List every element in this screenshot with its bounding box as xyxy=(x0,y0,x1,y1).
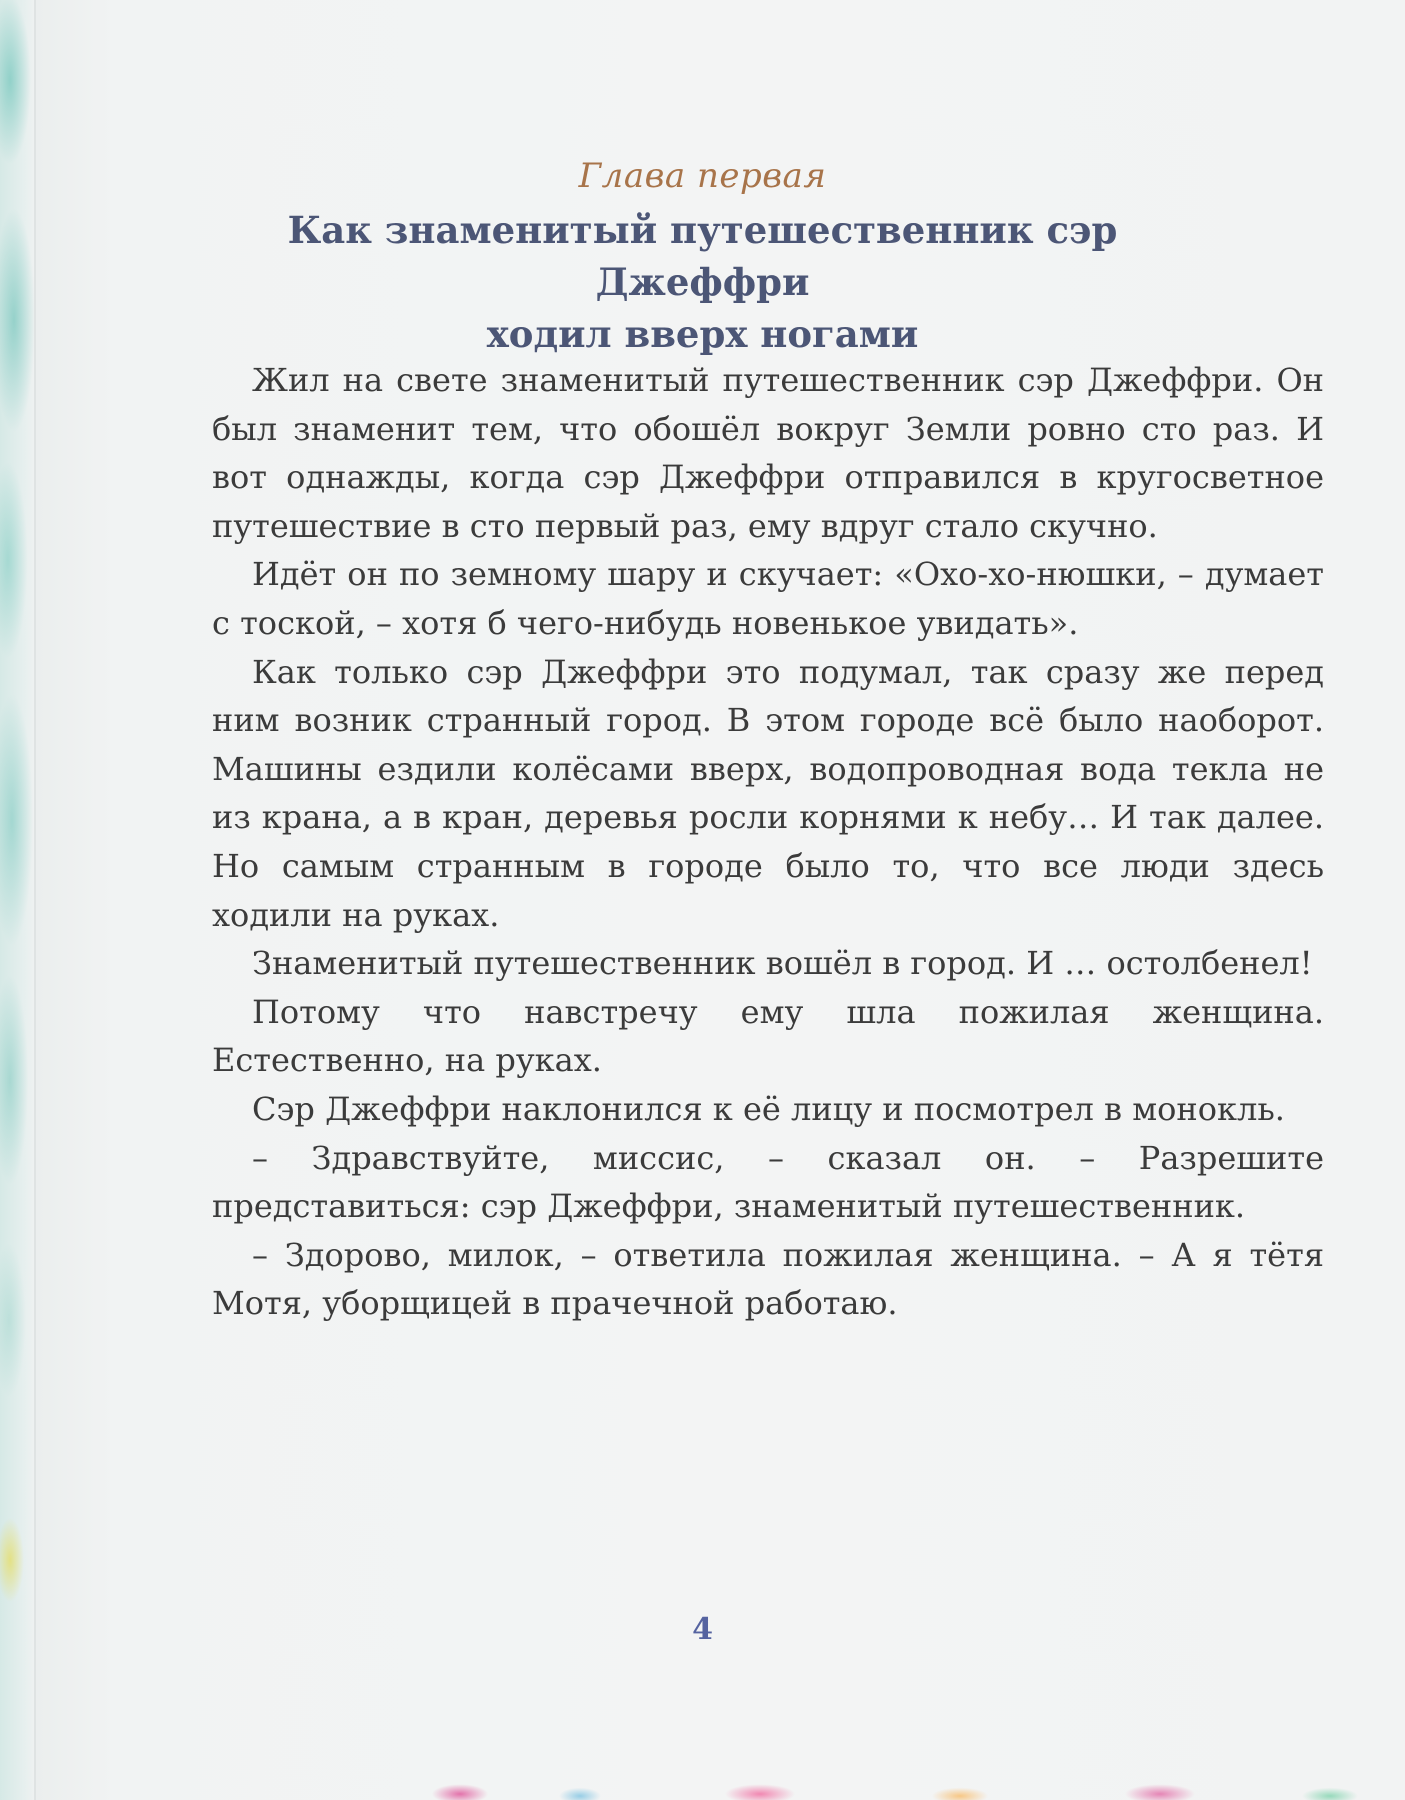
paragraph: Сэр Джеффри наклонился к её лицу и посмотрел в монокль. xyxy=(252,1089,1285,1128)
chapter-title-line-1: Как знаменитый путешественник сэр Джеффри xyxy=(287,208,1118,304)
chapter-text xyxy=(212,356,1324,1328)
paragraph: Потому что навстречу ему шла пожилая женщина. Естественно, на руках. xyxy=(212,992,1324,1080)
paragraph: Как только сэр Джеффри это подумал, так сразу же перед ним возник странный город. В этом городе всё было наоборот. Машины ездили колёсами вверх, водопроводная вода текла не из крана, а в кран, деревья росли корнями к небу… И так далее. Но самым странным в городе было то, что все люди здесь ходили на руках. xyxy=(212,652,1324,934)
page-number: 4 xyxy=(692,1612,713,1647)
paragraph: Знаменитый путешественник вошёл в город. И … остолбенел! xyxy=(252,944,1313,983)
watercolor-bottom-edge xyxy=(400,1772,1405,1800)
paragraph: Жил на свете знаменитый путешественник сэр Джеффри. Он был знаменит тем, что обошёл вокруг Земли ровно сто раз. И вот однажды, когда сэр Джеффри отправился в кругосветное путешествие в сто первый раз, ему вдруг стало скучно. xyxy=(212,361,1324,545)
watercolor-left-edge xyxy=(0,0,34,1800)
chapter-title xyxy=(180,204,1225,360)
chapter-title-line-2: ходил вверх ногами xyxy=(486,312,919,356)
paragraph: – Здорово, милок, – ответила пожилая женщина. – А я тётя Мотя, уборщицей в прачечной работаю. xyxy=(212,1235,1324,1323)
page-edge-line xyxy=(34,0,36,1800)
chapter-label: Глава первая xyxy=(578,156,827,196)
paragraph: Идёт он по земному шару и скучает: «Охо-хо-нюшки, – думает с тоской, – хотя б чего-нибудь новенькое увидать». xyxy=(212,555,1324,642)
paragraph: – Здравствуйте, миссис, – сказал он. – Разрешите представиться: сэр Джеффри, знаменитый путешественник. xyxy=(212,1138,1324,1226)
